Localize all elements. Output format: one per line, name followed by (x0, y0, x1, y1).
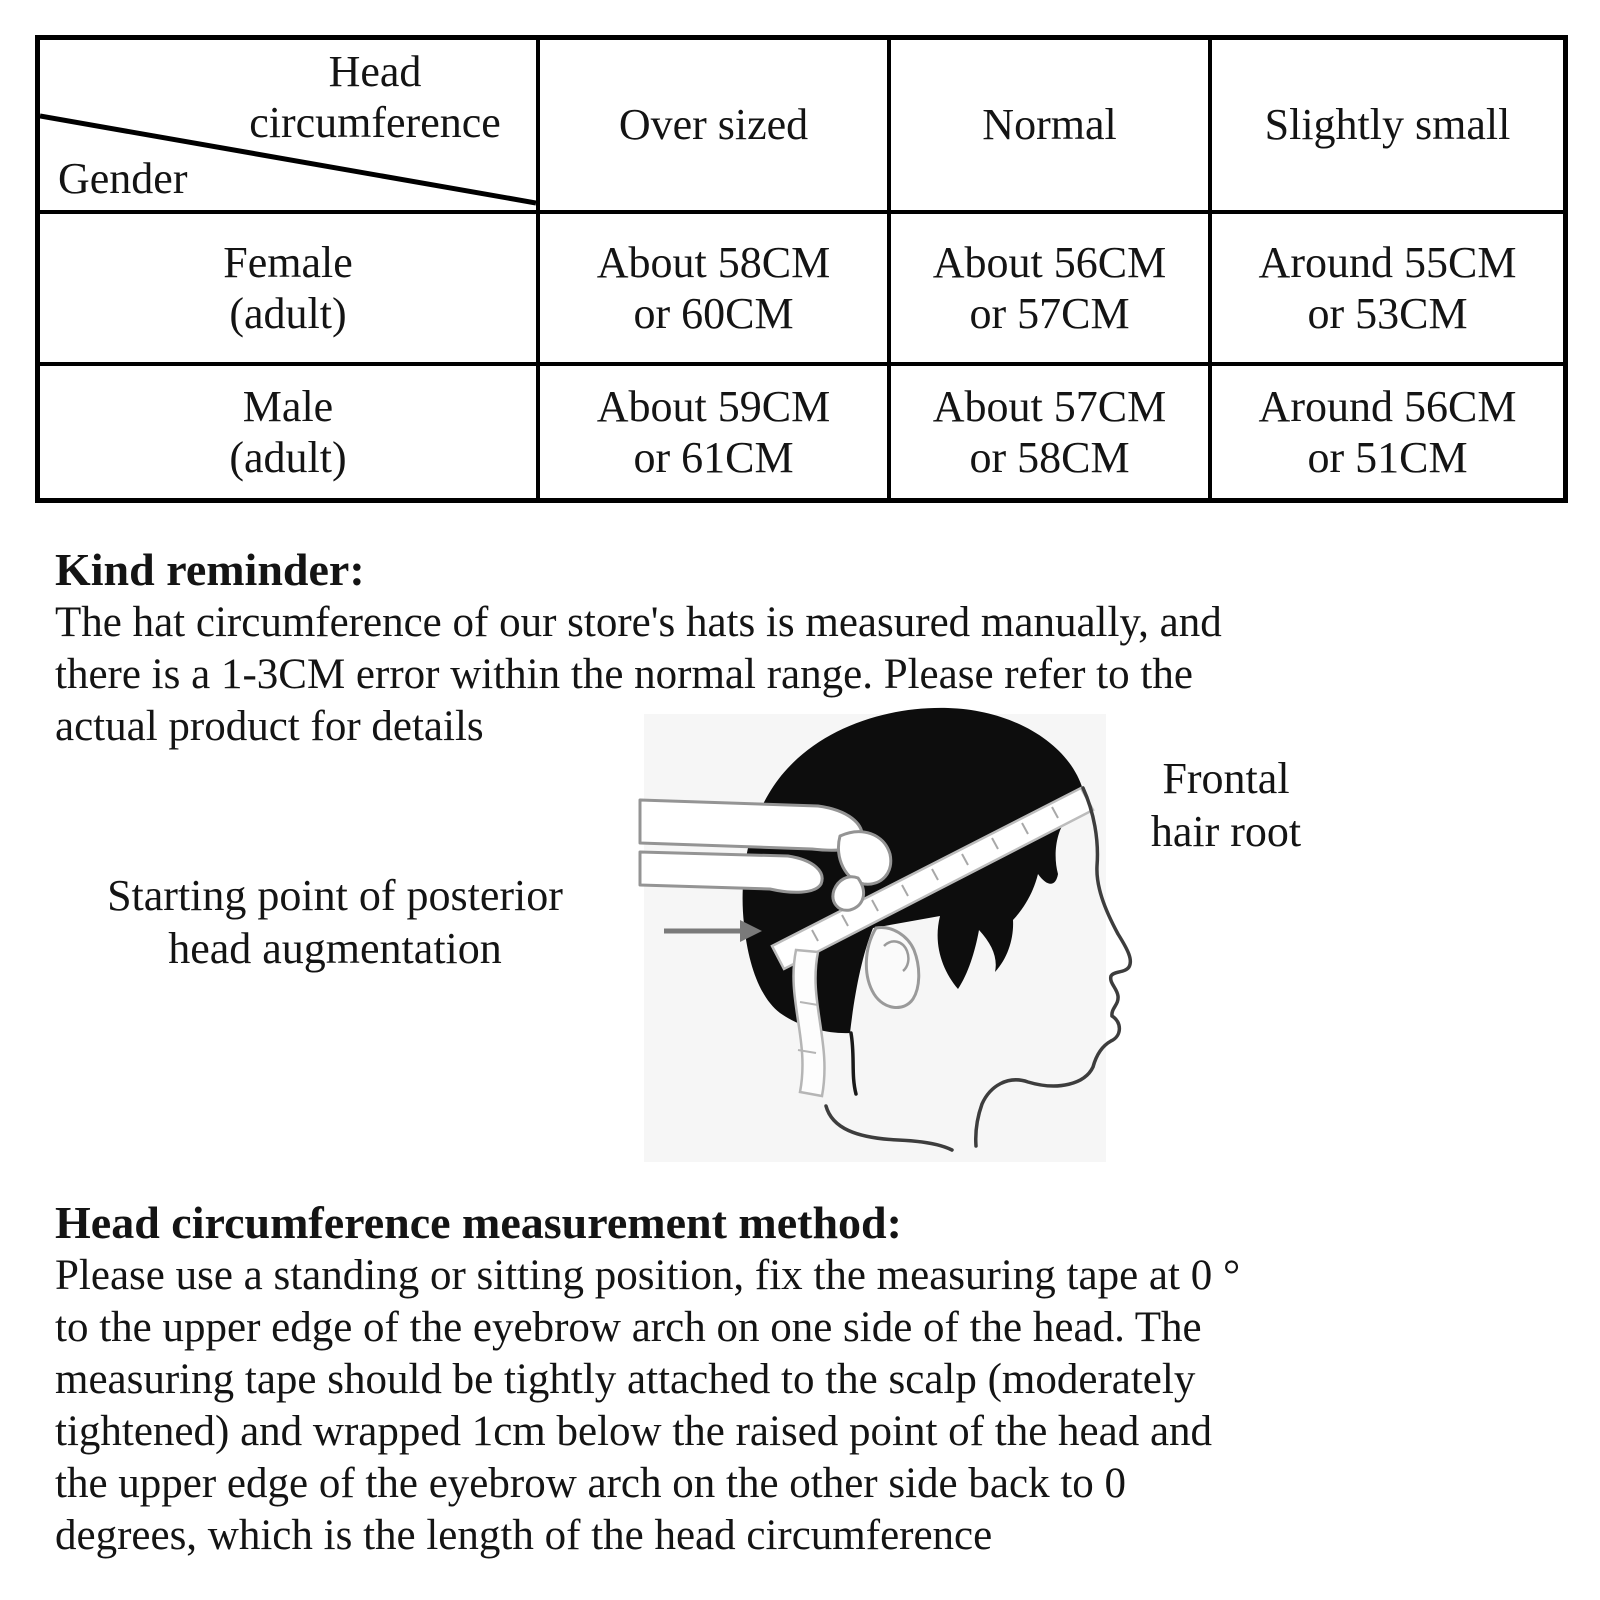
measurement-method-line: tightened) and wrapped 1cm below the raised point of the head and (55, 1408, 1213, 1455)
measurement-method-heading: Head circumference measurement method: (55, 1197, 902, 1248)
kind-reminder-line: there is a 1-3CM error within the normal range. Please refer to the (55, 651, 1193, 698)
frontal-hair-root-label (1106, 752, 1346, 858)
size-value-line: or 58CM (969, 433, 1130, 482)
kind-reminder-line: The hat circumference of our store's hats is measured manually, and (55, 599, 1222, 646)
row-label-line: (adult) (229, 433, 347, 482)
size-cell-female-normal (887, 210, 1208, 362)
kind-reminder-line: actual product for details (55, 703, 484, 750)
measurement-method-line: Please use a standing or sitting position, fix the measuring tape at 0 ° (55, 1252, 1241, 1299)
size-value-line: About 57CM (932, 381, 1167, 431)
size-cell-female-oversized (536, 210, 887, 362)
size-table (35, 35, 1568, 503)
size-value-line: or 61CM (633, 433, 794, 482)
size-cell-female-slightly-small (1208, 210, 1563, 362)
column-header-over-sized: Over sized (536, 40, 887, 210)
corner-axis-gender: Gender (58, 153, 188, 203)
column-header-normal: Normal (887, 40, 1208, 210)
measurement-method-line: measuring tape should be tightly attached to the scalp (moderately (55, 1356, 1196, 1403)
posterior-point-label (40, 869, 630, 975)
head-measurement-illustration (598, 693, 1140, 1175)
row-label-line: (adult) (229, 289, 347, 338)
measurement-method-line: degrees, which is the length of the head circumference (55, 1512, 993, 1559)
size-value-line: Around 56CM (1258, 381, 1517, 431)
posterior-label-line: head augmentation (168, 924, 502, 973)
measurement-method-line: to the upper edge of the eyebrow arch on one side of the head. The (55, 1304, 1202, 1351)
row-label-line: Male (242, 381, 334, 431)
row-label-female (40, 210, 536, 362)
frontal-label-line: Frontal (1162, 754, 1290, 803)
kind-reminder-heading: Kind reminder: (55, 544, 365, 595)
measurement-method-section (55, 1196, 1555, 1562)
size-value-line: About 59CM (596, 381, 831, 431)
size-value-line: or 57CM (969, 289, 1130, 338)
size-value-line: or 60CM (633, 289, 794, 338)
size-value-line: or 53CM (1307, 289, 1468, 338)
size-cell-male-slightly-small (1208, 362, 1563, 498)
table-corner-cell (40, 40, 536, 210)
measurement-method-line: the upper edge of the eyebrow arch on the other side back to 0 (55, 1460, 1127, 1507)
size-value-line: or 51CM (1307, 433, 1468, 482)
frontal-label-line: hair root (1150, 807, 1302, 856)
column-header-slightly-small: Slightly small (1208, 40, 1563, 210)
size-value-line: Around 55CM (1258, 237, 1517, 287)
row-label-line: Female (223, 237, 353, 287)
row-label-male (40, 362, 536, 498)
size-value-line: About 58CM (596, 237, 831, 287)
corner-axis-head-circumference: Head circumference (249, 47, 501, 148)
size-cell-male-normal (887, 362, 1208, 498)
posterior-label-line: Starting point of posterior (107, 871, 563, 920)
size-cell-male-oversized (536, 362, 887, 498)
size-value-line: About 56CM (932, 237, 1167, 287)
